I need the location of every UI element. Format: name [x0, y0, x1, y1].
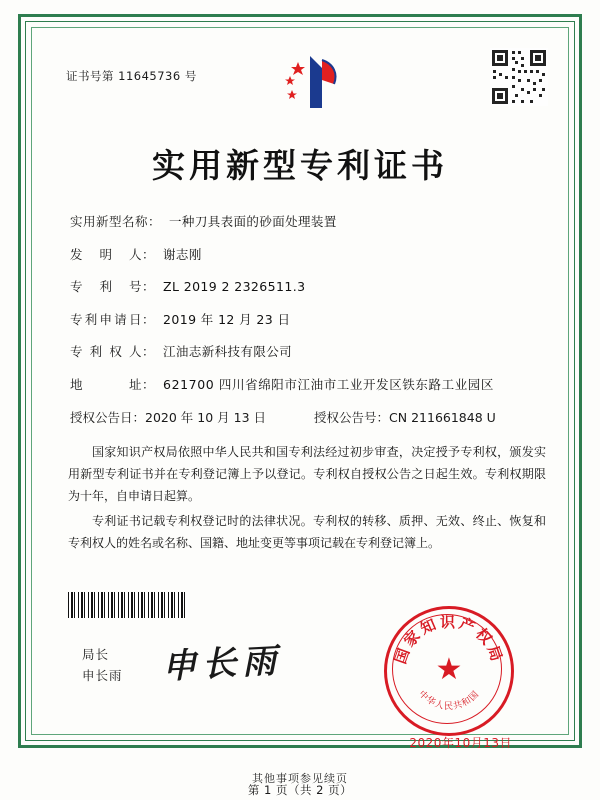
- grant-number-group: [314, 408, 496, 426]
- seal-star-icon: ★: [435, 651, 463, 687]
- svg-text:中华人民共和国: 中华人民共和国: [416, 689, 482, 712]
- certificate-header: [44, 40, 556, 126]
- certificate-number: 证书号第 11645736 号: [66, 69, 197, 83]
- field-value: 谢志刚: [163, 246, 202, 262]
- page-number: 第 1 页（共 2 页）: [247, 783, 353, 797]
- field-list: [44, 213, 556, 426]
- field-label: 专利申请日: [70, 311, 142, 327]
- field-patent-number: [70, 278, 546, 296]
- barcode-icon: [68, 592, 188, 618]
- field-application-date: [70, 311, 546, 329]
- field-value: 一种刀具表面的砂面处理装置: [169, 214, 337, 229]
- field-value: 2019 年 12 月 23 日: [163, 311, 291, 327]
- seal-arc-text: [387, 609, 511, 733]
- signer-title: 局长: [82, 646, 110, 662]
- official-red-seal-icon: [384, 606, 514, 736]
- grant-date-value: 2020 年 10 月 13 日: [145, 410, 267, 425]
- field-value: ZL 2019 2 2326511.3: [163, 279, 306, 294]
- page-title: 实用新型专利证书: [152, 146, 448, 185]
- signer-name: 申长雨: [82, 668, 123, 684]
- grant-number-value: CN 211661848 U: [389, 410, 496, 425]
- field-colon: ：: [142, 246, 156, 262]
- field-colon: ：: [142, 311, 156, 327]
- legal-paragraph-1: 国家知识产权局依照中华人民共和国专利法经过初步审查，决定授予专利权，颁发实用新型专利证书并在专利登记簿上予以登记。专利权自授权公告之日起生效。专利权期限为十年，自申请日起算。: [68, 445, 546, 504]
- field-label: 地址: [70, 376, 142, 392]
- field-grant-row: [70, 408, 546, 426]
- svg-text:国家知识产权局: 国家知识产权局: [391, 612, 507, 667]
- field-address: [70, 376, 546, 394]
- legal-paragraph-2: 专利证书记载专利权登记时的法律状况。专利权的转移、质押、无效、终止、恢复和专利权人的姓名或名称、国籍、地址变更等事项记载在专利登记簿上。: [68, 513, 546, 550]
- patent-office-logo-icon: [276, 48, 354, 116]
- field-colon: ：: [142, 376, 156, 392]
- signer-block: [82, 644, 123, 687]
- field-value: 621700 四川省绵阳市江油市工业开发区铁东路工业园区: [163, 376, 495, 392]
- field-label: 专利号: [70, 279, 142, 294]
- grant-date-label: 授权公告日：: [70, 410, 146, 425]
- field-value: 江油志新科技有限公司: [163, 344, 293, 359]
- footnote: 其他事项参见续页: [252, 772, 348, 785]
- field-colon: ：: [142, 344, 156, 359]
- field-utility-model-name: [70, 213, 546, 231]
- field-patentee: [70, 343, 546, 361]
- qr-code-icon: [490, 48, 548, 106]
- field-inventor: [70, 246, 546, 264]
- field-colon: ：: [142, 279, 156, 294]
- certificate-content: [44, 40, 556, 750]
- certificate-footer-block: [44, 592, 556, 750]
- grant-number-label: 授权公告号：: [314, 410, 390, 425]
- field-label: 实用新型名称：: [70, 214, 162, 229]
- field-label: 专利权人: [70, 344, 142, 359]
- handwritten-signature: 申长雨: [161, 640, 284, 688]
- seal-date: 2020年10月13日: [409, 735, 512, 750]
- field-label: 发明人: [70, 246, 142, 262]
